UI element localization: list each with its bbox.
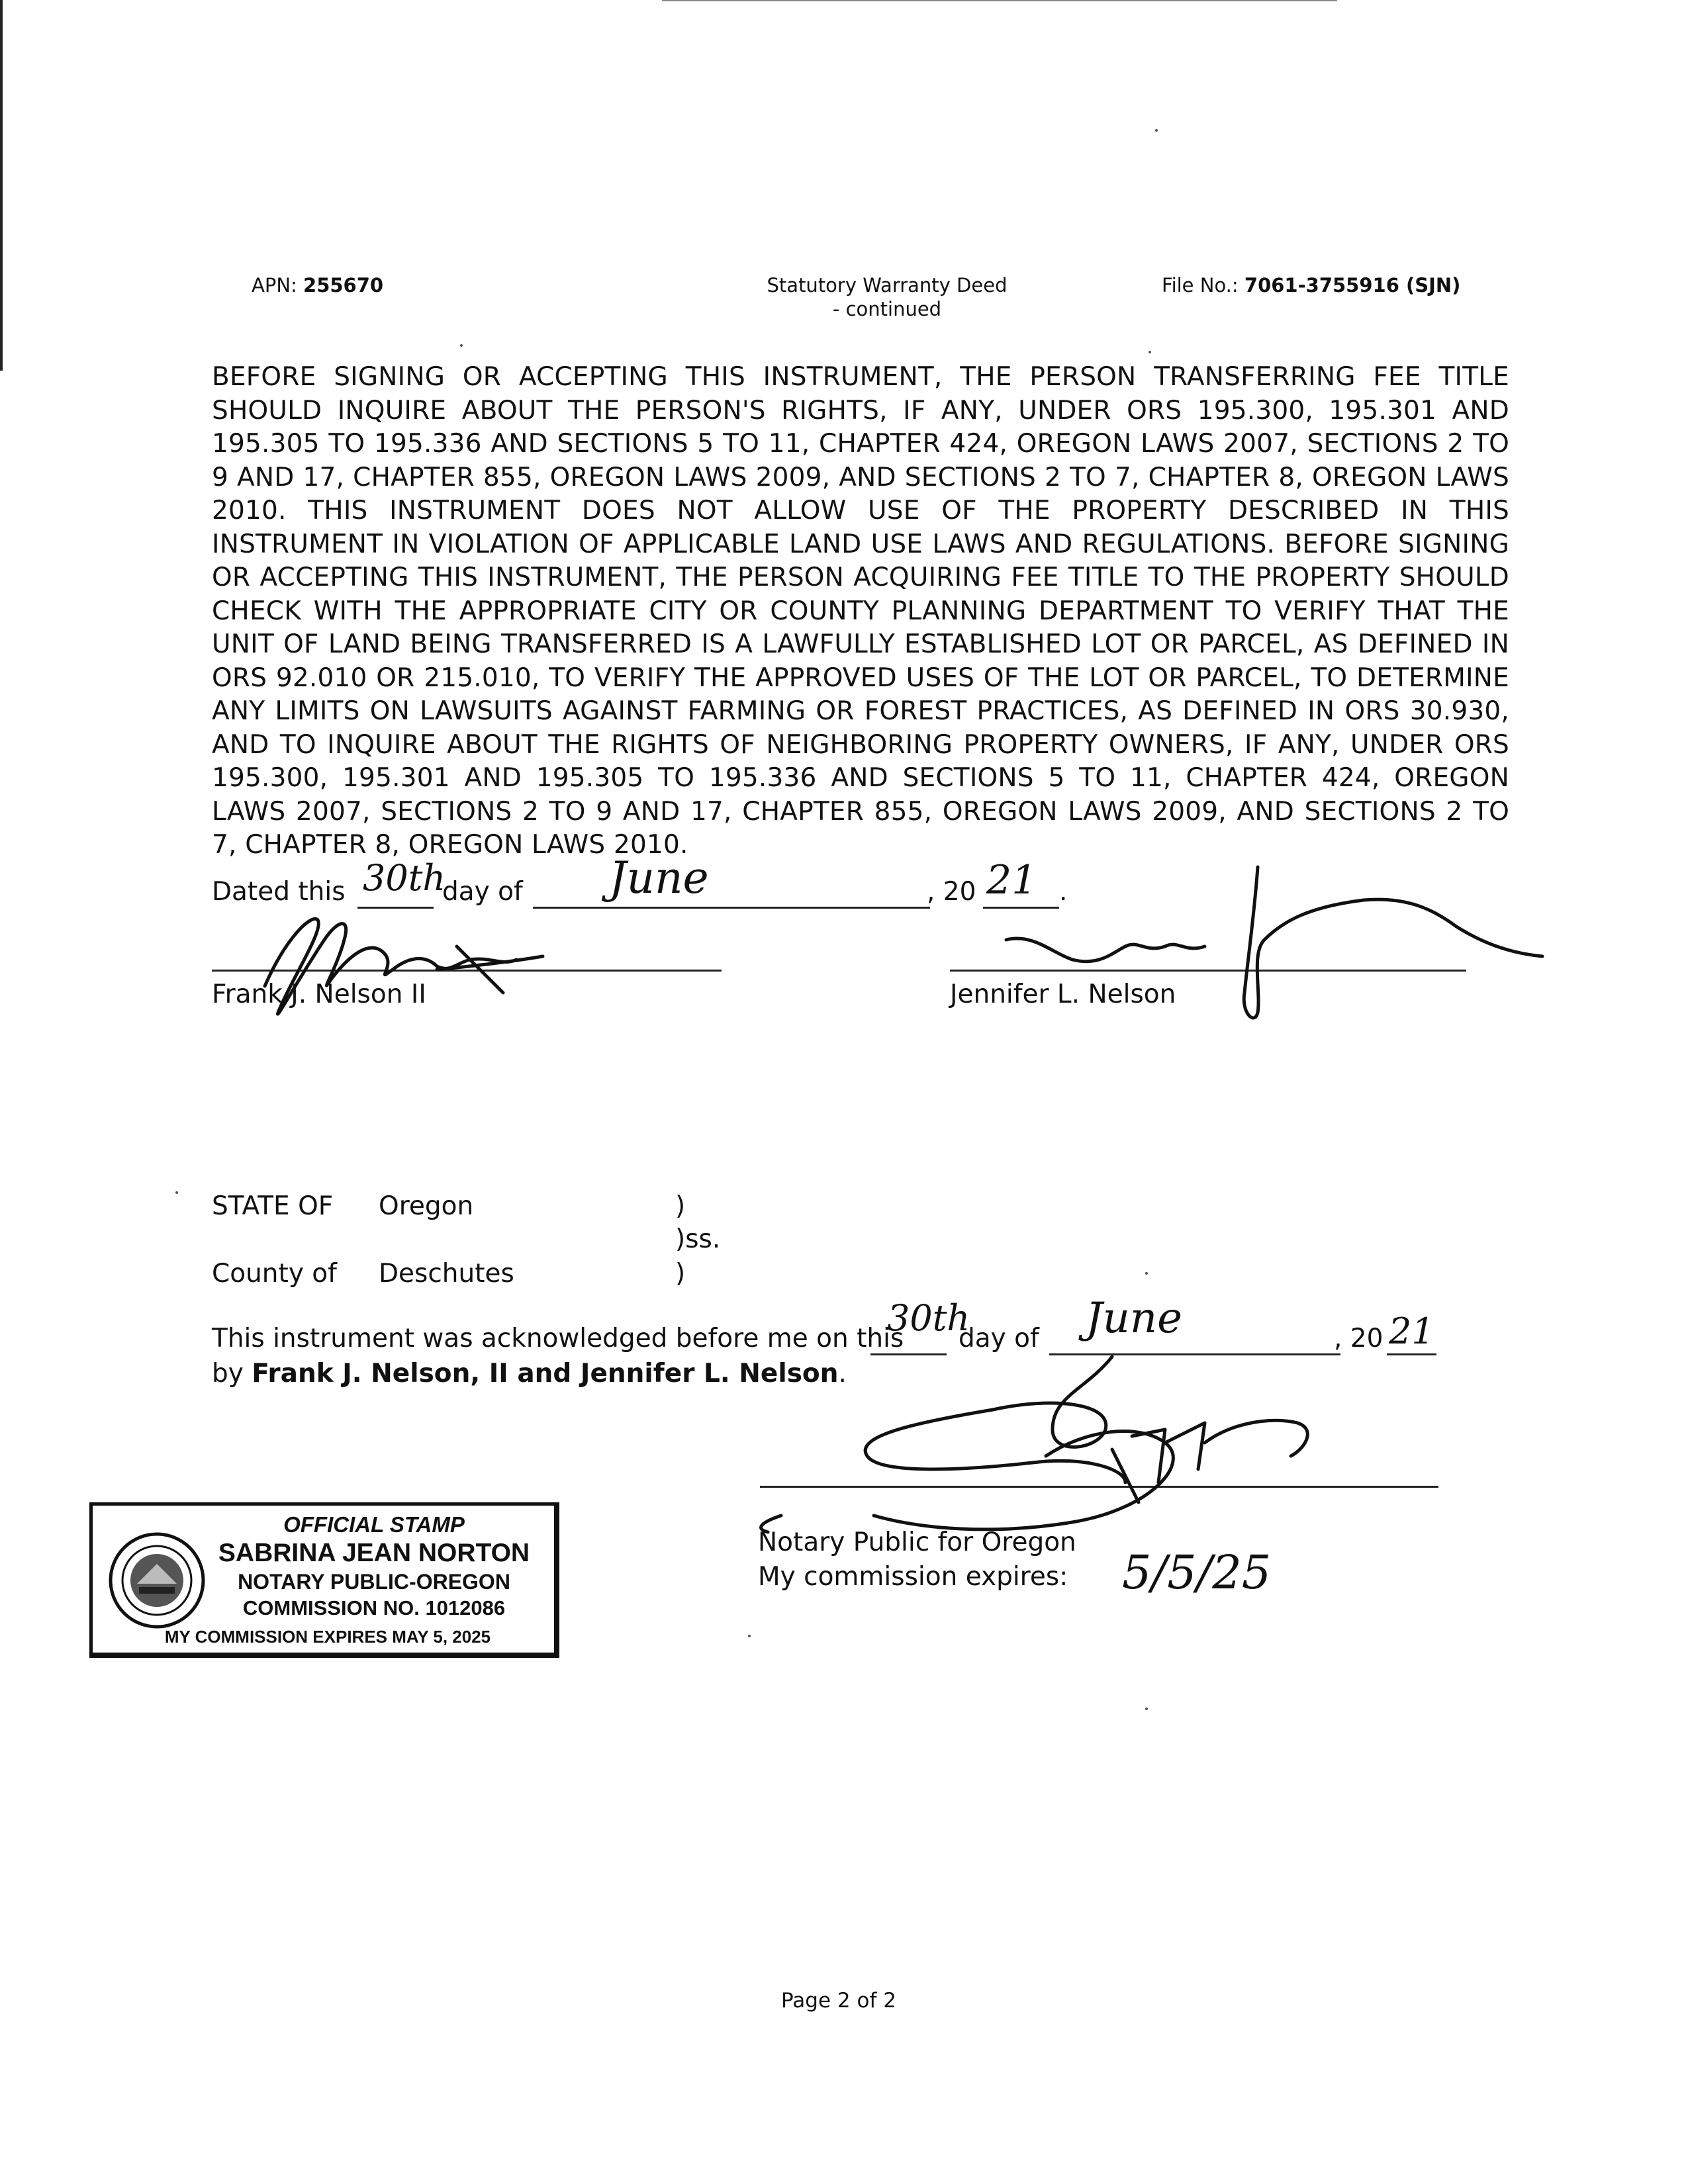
ss-label: )ss. xyxy=(675,1224,721,1254)
scan-speck xyxy=(1145,1272,1148,1275)
scan-speck xyxy=(175,1191,178,1194)
dated-prefix: Dated this xyxy=(212,877,346,907)
signer-1-name: Frank J. Nelson II xyxy=(212,979,426,1009)
notary-public-for: Notary Public for Oregon xyxy=(758,1527,1076,1557)
commission-expires-handwritten: 5/5/25 xyxy=(1122,1545,1272,1600)
ack-year-line xyxy=(1387,1353,1436,1355)
file-value: 7061-3755916 (SJN) xyxy=(1244,274,1461,296)
doc-title-block xyxy=(715,274,1059,320)
doc-subtitle: - continued xyxy=(832,298,942,320)
ack-by-prefix: by xyxy=(212,1359,244,1388)
apn-value: 255670 xyxy=(303,274,384,296)
file-number-field xyxy=(1162,274,1460,296)
scan-top-line xyxy=(662,0,1337,1)
ack-month-handwritten: June xyxy=(1086,1294,1182,1343)
stamp-line-4: COMMISSION NO. 1012086 xyxy=(242,1596,506,1619)
scan-edge-line xyxy=(0,0,3,371)
ack-by-names: Frank J. Nelson, II and Jennifer L. Nelson xyxy=(252,1359,839,1388)
scan-speck xyxy=(460,344,463,347)
dated-month-handwritten: June xyxy=(609,852,709,903)
doc-title: Statutory Warranty Deed xyxy=(767,274,1008,296)
apn-label: APN: xyxy=(252,274,297,296)
oregon-state-seal-icon xyxy=(107,1531,207,1630)
signature-jennifer-nelson xyxy=(993,860,1549,1039)
signature-frank-nelson xyxy=(238,900,702,1032)
ack-year-handwritten: 21 xyxy=(1389,1310,1434,1352)
scan-speck xyxy=(1145,1707,1148,1710)
apn-field xyxy=(252,274,383,296)
dated-year-suffix: . xyxy=(1059,877,1068,907)
commission-expires-label: My commission expires: xyxy=(758,1562,1068,1592)
signer-2-name: Jennifer L. Nelson xyxy=(950,979,1176,1009)
county-label: County of xyxy=(212,1259,337,1289)
scan-speck xyxy=(748,1635,751,1637)
official-notary-stamp xyxy=(89,1502,559,1658)
state-label: STATE OF xyxy=(212,1191,334,1221)
ack-prefix: This instrument was acknowledged before me on this xyxy=(212,1324,904,1353)
dated-day-handwritten: 30th xyxy=(363,857,446,899)
county-value: Deschutes xyxy=(379,1259,514,1289)
stamp-line-2: SABRINA JEAN NORTON xyxy=(218,1539,530,1567)
file-label: File No.: xyxy=(1162,274,1239,296)
scan-speck xyxy=(1149,351,1151,353)
ack-day-of: day of xyxy=(959,1324,1039,1353)
state-value: Oregon xyxy=(379,1191,474,1221)
signature-notary xyxy=(741,1350,1377,1549)
ack-by-suffix: . xyxy=(838,1359,847,1388)
scan-speck xyxy=(1155,129,1158,132)
stamp-line-3: NOTARY PUBLIC-OREGON xyxy=(238,1570,510,1594)
land-use-notice xyxy=(212,361,1509,862)
paren-2: ) xyxy=(675,1259,686,1289)
ack-year-prefix: , 20 xyxy=(1334,1324,1383,1353)
dated-day-of: day of xyxy=(442,877,523,907)
dated-year-handwritten: 21 xyxy=(986,857,1037,903)
stamp-line-5: MY COMMISSION EXPIRES MAY 5, 2025 xyxy=(164,1627,491,1647)
ack-day-handwritten: 30th xyxy=(887,1297,970,1339)
dated-year-prefix: , 20 xyxy=(927,877,976,907)
stamp-line-1: OFFICIAL STAMP xyxy=(283,1512,465,1537)
paren-1: ) xyxy=(675,1191,686,1221)
page-number: Page 2 of 2 xyxy=(781,1989,896,2013)
notice-text: BEFORE SIGNING OR ACCEPTING THIS INSTRUMENT, THE PERSON TRANSFERRING FEE TITLE SHOULD INQUIRE ABOUT THE PERSON'S RIGHTS, IF ANY, UNDER ORS 195.300, 195.301 AND 195.305 TO 195.336 AND SECTIONS 5 TO 11, CHAPTER 424, OREGON LAWS 2007, SECTIONS 2 TO 9 AND 17, CHAPTER 855, OREGON LAWS 2009, AND SECTIONS 2 TO 7, CHAPTER 8, OREGON LAWS 2010. THIS INSTRUMENT DOES NOT ALLOW USE OF THE PROPERTY DESCRIBED IN THIS INSTRUMENT IN VIOLATION OF APPLICABLE LAND USE LAWS AND REGULATIONS. BEFORE SIGNING OR ACCEPTING THIS INSTRUMENT, THE PERSON ACQUIRING FEE TITLE TO THE PROPERTY SHOULD CHECK WITH THE APPROPRIATE CITY OR COUNTY PLANNING DEPARTMENT TO VERIFY THAT THE UNIT OF LAND BEING TRANSFERRED IS A LAWFULLY ESTABLISHED LOT OR PARCEL, AS DEFINED IN ORS 92.010 OR 215.010, TO VERIFY THE APPROVED USES OF THE LOT OR PARCEL, TO DETERMINE ANY LIMITS ON LAWSUITS AGAINST FARMING OR FOREST PRACTICES, AS DEFINED IN ORS 30.930, AND TO INQUIRE ABOUT THE RIGHTS OF NEIGHBORING PROPERTY OWNERS, IF ANY, UNDER ORS 195.300, 195.301 AND 195.305 TO 195.336 AND SECTIONS 5 TO 11, CHAPTER 424, OREGON LAWS 2007, SECTIONS 2 TO 9 AND 17, CHAPTER 855, OREGON LAWS 2009, AND SECTIONS 2 TO 7, CHAPTER 8, OREGON LAWS 2010. xyxy=(212,362,1509,860)
